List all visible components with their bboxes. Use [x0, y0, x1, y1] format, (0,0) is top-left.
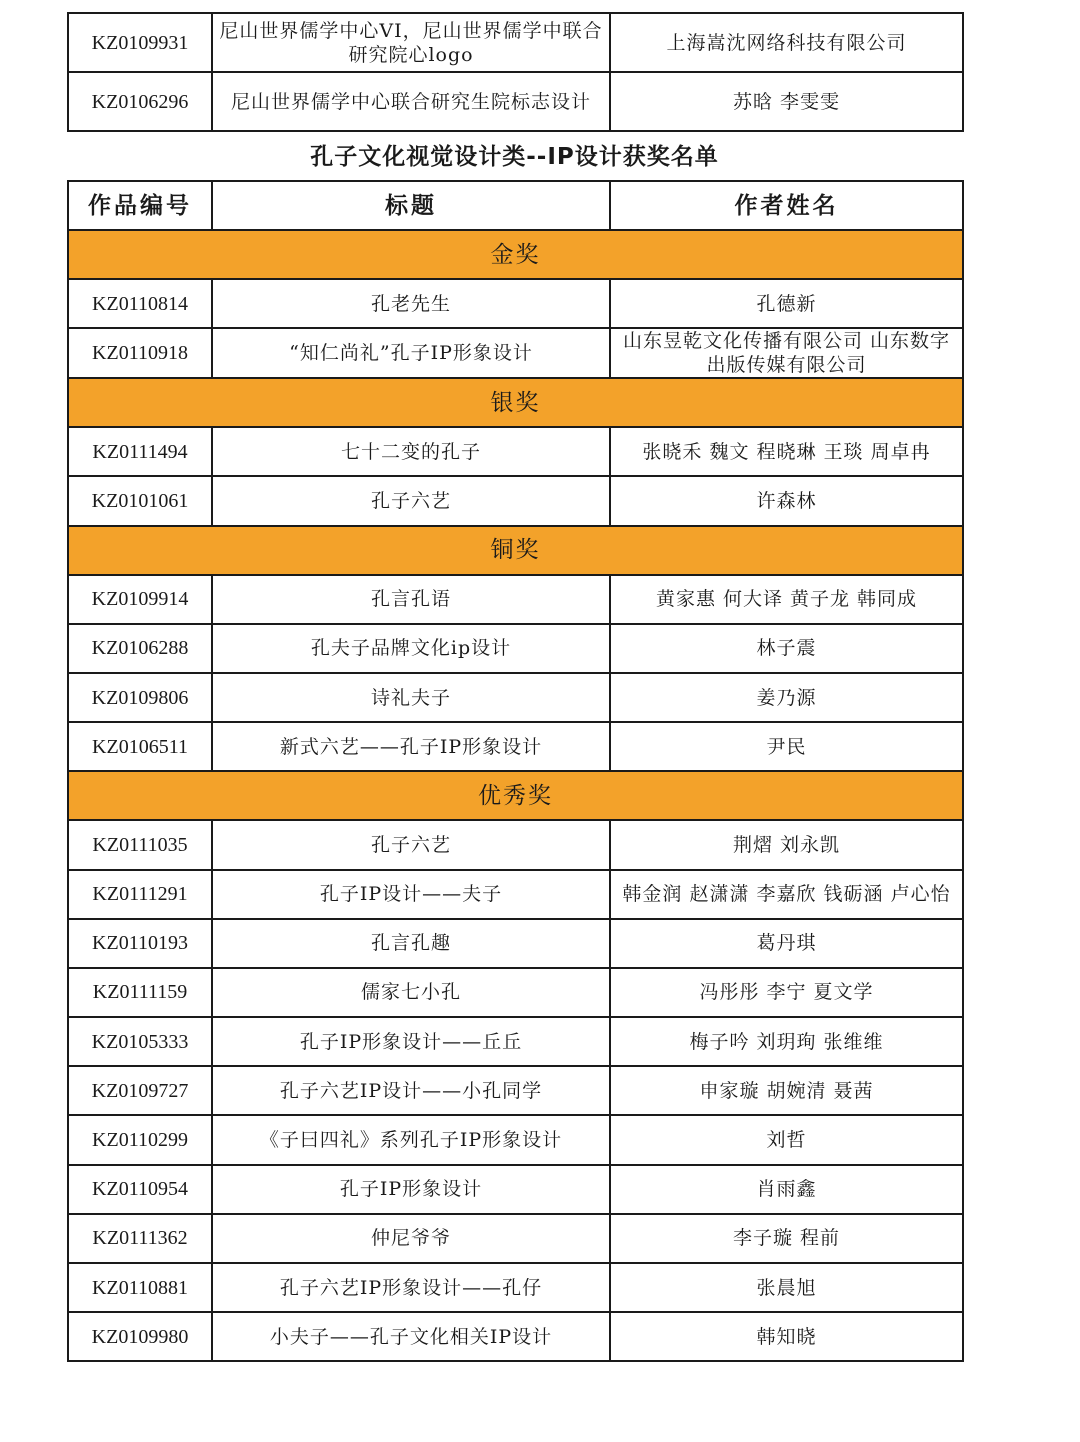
work-author: 尹民: [610, 722, 963, 771]
table-row: [68, 1066, 963, 1115]
work-author: 申家璇 胡婉清 聂茜: [610, 1066, 963, 1115]
work-author: 梅子吟 刘玥珣 张维维: [610, 1017, 963, 1066]
header-author: 作者姓名: [610, 181, 963, 230]
work-author: 张晨旭: [610, 1263, 963, 1312]
work-title: 孔言孔语: [212, 575, 610, 624]
table-header-row: [68, 181, 963, 230]
award-level-row: [68, 526, 963, 575]
work-code: KZ0110918: [68, 328, 212, 378]
header-title: 标题: [212, 181, 610, 230]
work-code: KZ0101061: [68, 476, 212, 525]
work-author: 冯彤彤 李宁 夏文学: [610, 968, 963, 1017]
work-code: KZ0105333: [68, 1017, 212, 1066]
work-author: 刘哲: [610, 1115, 963, 1164]
work-code: KZ0111291: [68, 870, 212, 919]
table-row: [68, 1115, 963, 1164]
table-row: [68, 870, 963, 919]
work-title: 尼山世界儒学中心联合研究生院标志设计: [212, 72, 610, 131]
work-author: 许森林: [610, 476, 963, 525]
work-code: KZ0110954: [68, 1165, 212, 1214]
work-title: 尼山世界儒学中心VI，尼山世界儒学中联合研究院心logo: [212, 13, 610, 72]
table-row: [68, 328, 963, 378]
work-author: 山东昱乾文化传播有限公司 山东数字出版传媒有限公司: [610, 328, 963, 378]
table-row: [68, 1312, 963, 1361]
table-row: [68, 1165, 963, 1214]
work-title: 孔言孔趣: [212, 919, 610, 968]
table-row: [68, 820, 963, 869]
award-level-label: 铜奖: [68, 526, 963, 575]
work-title: 孔老先生: [212, 279, 610, 328]
work-author: 张晓禾 魏文 程晓琳 王琰 周卓冉: [610, 427, 963, 476]
work-author: 上海嵩沈网络科技有限公司: [610, 13, 963, 72]
work-code: KZ0109931: [68, 13, 212, 72]
award-level-label: 优秀奖: [68, 771, 963, 820]
work-author: 韩知晓: [610, 1312, 963, 1361]
section-title: 孔子文化视觉设计类--IP设计获奖名单: [310, 144, 719, 170]
work-title: 孔子六艺: [212, 476, 610, 525]
work-title: 孔子IP形象设计: [212, 1165, 610, 1214]
table-row: [68, 624, 963, 673]
table-row: [68, 1017, 963, 1066]
work-code: KZ0111362: [68, 1214, 212, 1263]
work-title: 儒家七小孔: [212, 968, 610, 1017]
table-row: [68, 968, 963, 1017]
work-title: 诗礼夫子: [212, 673, 610, 722]
table-row: [68, 1263, 963, 1312]
work-title: 孔子六艺IP形象设计——孔仔: [212, 1263, 610, 1312]
table-row: [68, 919, 963, 968]
table-row: [68, 279, 963, 328]
previous-awards-body: [68, 13, 963, 131]
work-code: KZ0109980: [68, 1312, 212, 1361]
work-author: 李子璇 程前: [610, 1214, 963, 1263]
table-row: [68, 1214, 963, 1263]
work-code: KZ0109727: [68, 1066, 212, 1115]
previous-awards-table: [67, 12, 964, 132]
work-author: 葛丹琪: [610, 919, 963, 968]
work-author: 黄家惠 何大译 黄子龙 韩同成: [610, 575, 963, 624]
ip-design-awards-table: [67, 180, 964, 1362]
work-code: KZ0106296: [68, 72, 212, 131]
work-title: 《子曰四礼》系列孔子IP形象设计: [212, 1115, 610, 1164]
table-row: [68, 575, 963, 624]
awards-table-body: [68, 181, 963, 1361]
work-author: 林子震: [610, 624, 963, 673]
work-title: 新式六艺——孔子IP形象设计: [212, 722, 610, 771]
work-author: 肖雨鑫: [610, 1165, 963, 1214]
table-row: [68, 476, 963, 525]
work-title: 孔子IP设计——夫子: [212, 870, 610, 919]
award-level-row: [68, 230, 963, 279]
work-title: 仲尼爷爷: [212, 1214, 610, 1263]
work-code: KZ0110814: [68, 279, 212, 328]
work-author: 苏晗 李雯雯: [610, 72, 963, 131]
table-row: [68, 722, 963, 771]
award-level-row: [68, 378, 963, 427]
table-row: [68, 13, 963, 72]
work-code: KZ0109914: [68, 575, 212, 624]
work-code: KZ0106511: [68, 722, 212, 771]
work-code: KZ0110299: [68, 1115, 212, 1164]
award-level-label: 银奖: [68, 378, 963, 427]
table-row: [68, 72, 963, 131]
work-author: 荆熠 刘永凯: [610, 820, 963, 869]
work-author: 孔德新: [610, 279, 963, 328]
work-title: 孔子六艺IP设计——小孔同学: [212, 1066, 610, 1115]
work-code: KZ0106288: [68, 624, 212, 673]
award-level-label: 金奖: [68, 230, 963, 279]
work-title: 孔子六艺: [212, 820, 610, 869]
work-code: KZ0111494: [68, 427, 212, 476]
work-title: “知仁尚礼”孔子IP形象设计: [212, 328, 610, 378]
table-row: [68, 427, 963, 476]
table-row: [68, 673, 963, 722]
work-author: 姜乃源: [610, 673, 963, 722]
work-title: 小夫子——孔子文化相关IP设计: [212, 1312, 610, 1361]
work-title: 孔夫子品牌文化ip设计: [212, 624, 610, 673]
work-code: KZ0110193: [68, 919, 212, 968]
work-code: KZ0111159: [68, 968, 212, 1017]
work-code: KZ0110881: [68, 1263, 212, 1312]
award-level-row: [68, 771, 963, 820]
work-author: 韩金润 赵潇潇 李嘉欣 钱砺涵 卢心怡: [610, 870, 963, 919]
work-code: KZ0111035: [68, 820, 212, 869]
header-code: 作品编号: [68, 181, 212, 230]
work-title: 七十二变的孔子: [212, 427, 610, 476]
work-code: KZ0109806: [68, 673, 212, 722]
work-title: 孔子IP形象设计——丘丘: [212, 1017, 610, 1066]
